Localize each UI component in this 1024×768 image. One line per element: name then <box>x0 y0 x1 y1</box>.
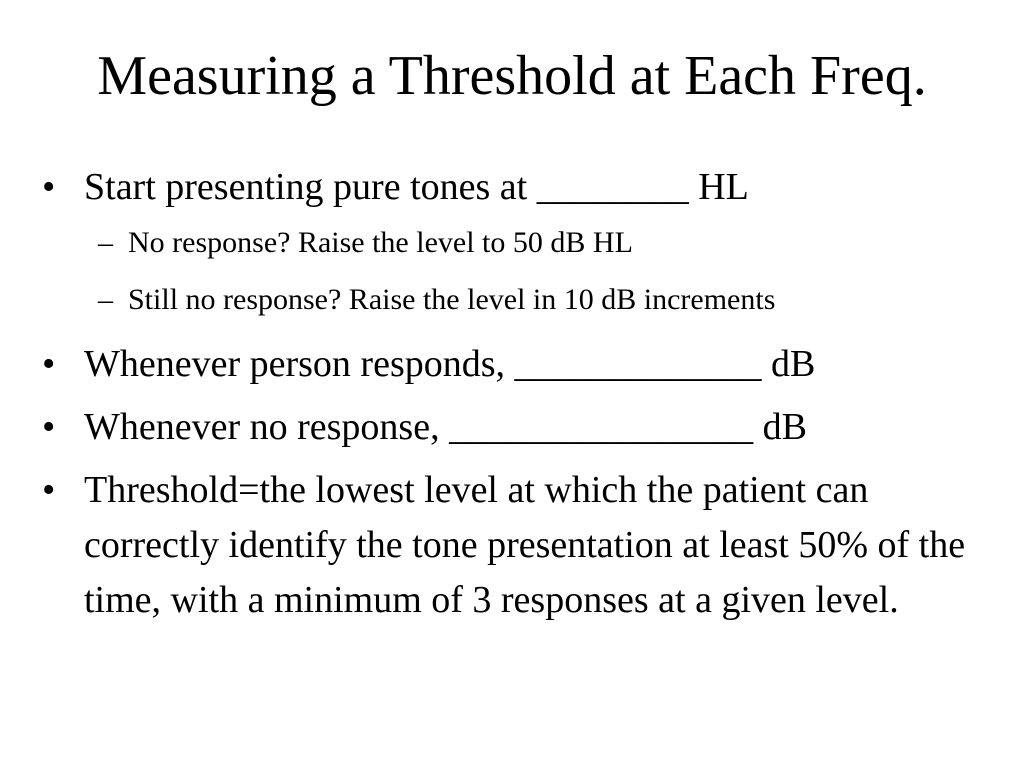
bullet-icon: • <box>42 406 56 448</box>
bullet-text: Threshold=the lowest level at which the patient can correctly identify the tone presentation at least 50% of the time, with a minimum of 3 responses at a given level. <box>84 469 966 621</box>
bullet-icon: • <box>42 166 56 208</box>
sub-item-text: No response? Raise the level to 50 dB HL <box>128 226 633 259</box>
bullet-item-threshold-definition <box>40 463 984 628</box>
bullet-text: Whenever no response, ________________ dB <box>84 406 807 448</box>
slide-body <box>40 160 1000 636</box>
bullet-text: Start presenting pure tones at ________ HL <box>84 166 749 208</box>
dash-icon: – <box>98 283 113 316</box>
bullet-icon: • <box>42 343 56 385</box>
bullet-item-person-responds <box>40 337 1000 392</box>
bullet-item-no-response <box>40 400 1000 455</box>
dash-icon: – <box>98 226 113 259</box>
slide-title: Measuring a Threshold at Each Freq. <box>97 45 927 107</box>
sub-item-text: Still no response? Raise the level in 10 dB increments <box>128 283 776 316</box>
sub-item-no-response <box>40 223 1000 263</box>
bullet-text: Whenever person responds, _____________ dB <box>84 343 816 385</box>
sub-item-still-no-response <box>40 280 1000 320</box>
bullet-icon: • <box>42 469 56 511</box>
bullet-item-start-tones <box>40 160 1000 215</box>
